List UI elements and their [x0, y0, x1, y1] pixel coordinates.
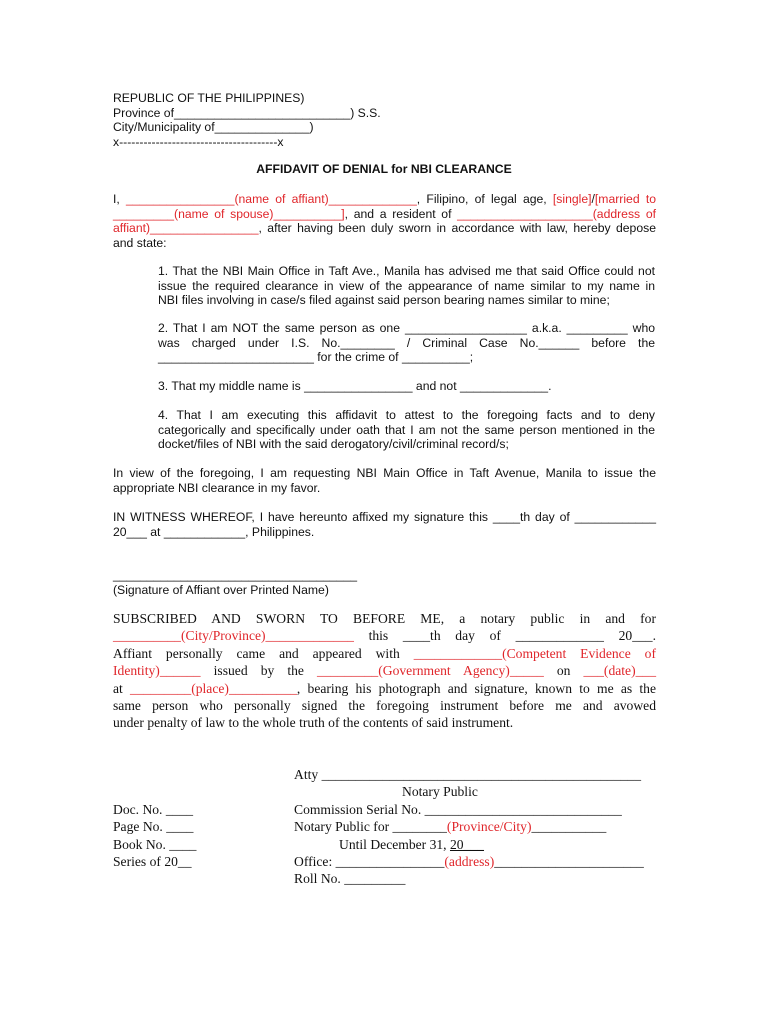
caption-city: City/Municipality of______________) [113, 120, 314, 135]
document-title: AFFIDAVIT OF DENIAL for NBI CLEARANCE [256, 162, 512, 176]
docket-block [113, 801, 273, 871]
request-paragraph: In view of the foregoing, I am requesting NBI Main Office in Taft Avenue, Manila to issue the appropriate NBI clearance in my favor. [113, 466, 656, 495]
address-placeholder: (address of [592, 206, 657, 221]
caption-block [113, 91, 413, 149]
caption-province: Province of__________________________) S.S. [113, 105, 381, 120]
province-city-placeholder: (Province/City) [446, 819, 532, 835]
notary-public-for: Notary Public for ________(Province/City)___________ [294, 819, 607, 835]
married-option: [married to [594, 192, 656, 206]
office-line: Office: ________________(address)______________________ [294, 854, 644, 870]
page-number: Page No. ____ [113, 819, 194, 835]
jurat-paragraph: SUBSCRIBED AND SWORN TO BEFORE ME, a notary public in and for __________(City/Province)_____________ this ____th day of _____________ 20___. Affiant personally came and appeared with _____________(Competent Evidence of Identity)______ issued by the _________(Government Agency)_____ on ___(date)___ at _________(place)__________, bearing his photograph and signature, known to me as the same person who personally signed the foregoing instrument before me and avowed under penalty of law to the whole truth of the contents of said instrument. [113, 611, 657, 731]
intro-line-4: and state: [113, 235, 167, 250]
jurat-line-2: __________(City/Province)_____________ this ____th day of _____________ 20___. [113, 628, 656, 644]
atty-line: Atty _______________________________________________ [294, 767, 642, 782]
jurat-line-4: Identity)______ issued by the _________(Government Agency)_____ on ___(date)___ [113, 663, 657, 679]
book-number: Book No. ____ [113, 836, 197, 852]
intro-paragraph [113, 192, 656, 250]
doc-number: Doc. No. ____ [113, 802, 194, 817]
intro-line-2: _________(name of spouse)__________], and a resident of ____________________(address of [113, 206, 657, 221]
agency-placeholder: (Government Agency) [378, 663, 510, 679]
signature-line: ____________________________________ [113, 568, 358, 582]
office-address-placeholder: (address) [444, 854, 495, 870]
commission-serial: Commission Serial No. _____________________________ [294, 801, 622, 817]
name-affiant-placeholder: (name of affiant) [234, 192, 329, 206]
roll-number: Roll No. _________ [294, 871, 406, 887]
affiant-signature-block [113, 568, 413, 597]
item-1: 1. That the NBI Main Office in Taft Ave., Manila has advised me that said Office could not issue the required clearance in view of the appearance of name similar to my name in NBI files involving in case/s filed against said person bearing names similar to mine; [158, 264, 655, 308]
item-4: 4. That I am executing this affidavit to attest to the foregoing facts and to deny categorically and specifically under oath that I am not the same person mentioned in the docket/files of NBI with the said derogatory/civil/criminal record/s; [158, 408, 655, 452]
place-placeholder: (place) [191, 680, 229, 696]
intro-line-1: I, ________________(name of affiant)_____________, Filipino, of legal age, [single]/[married to [113, 192, 656, 206]
caption-separator: x---------------------------------------x [113, 134, 284, 149]
caption-republic: REPUBLIC OF THE PHILIPPINES) [113, 91, 305, 105]
name-affiant-field: ________________ [126, 192, 235, 206]
witness-paragraph: IN WITNESS WHEREOF, I have hereunto affixed my signature this ____th day of ____________ 20___ at ____________, Philippines. [113, 510, 656, 539]
item-2: 2. That I am NOT the same person as one __________________ a.k.a. _________ who was charged under I.S. No.________ / Criminal Case No.______ before the _______________________ for the crime of __________; [158, 321, 655, 365]
notary-block [294, 766, 674, 888]
jurat-line-3: Affiant personally came and appeared with _____________(Competent Evidence of [113, 645, 657, 661]
series-year: Series of 20__ [113, 854, 192, 870]
single-option: [single] [552, 192, 592, 206]
until-date: Until December 31, 20___ [339, 836, 484, 852]
notary-public-label: Notary Public [402, 784, 478, 800]
evidence-placeholder: (Competent Evidence of [502, 645, 657, 661]
intro-line-3: affiant)________________, after having been duly sworn in accordance with law, hereby depose [113, 221, 656, 236]
spouse-name-placeholder: (name of spouse) [174, 206, 274, 221]
date-placeholder: (date) [603, 663, 636, 679]
signature-label: (Signature of Affiant over Printed Name) [113, 582, 329, 597]
city-province-placeholder: (City/Province) [180, 628, 266, 644]
jurat-line-5: at _________(place)__________, bearing his photograph and signature, known to me as the [113, 680, 656, 696]
item-3: 3. That my middle name is ________________ and not _____________. [158, 379, 552, 393]
